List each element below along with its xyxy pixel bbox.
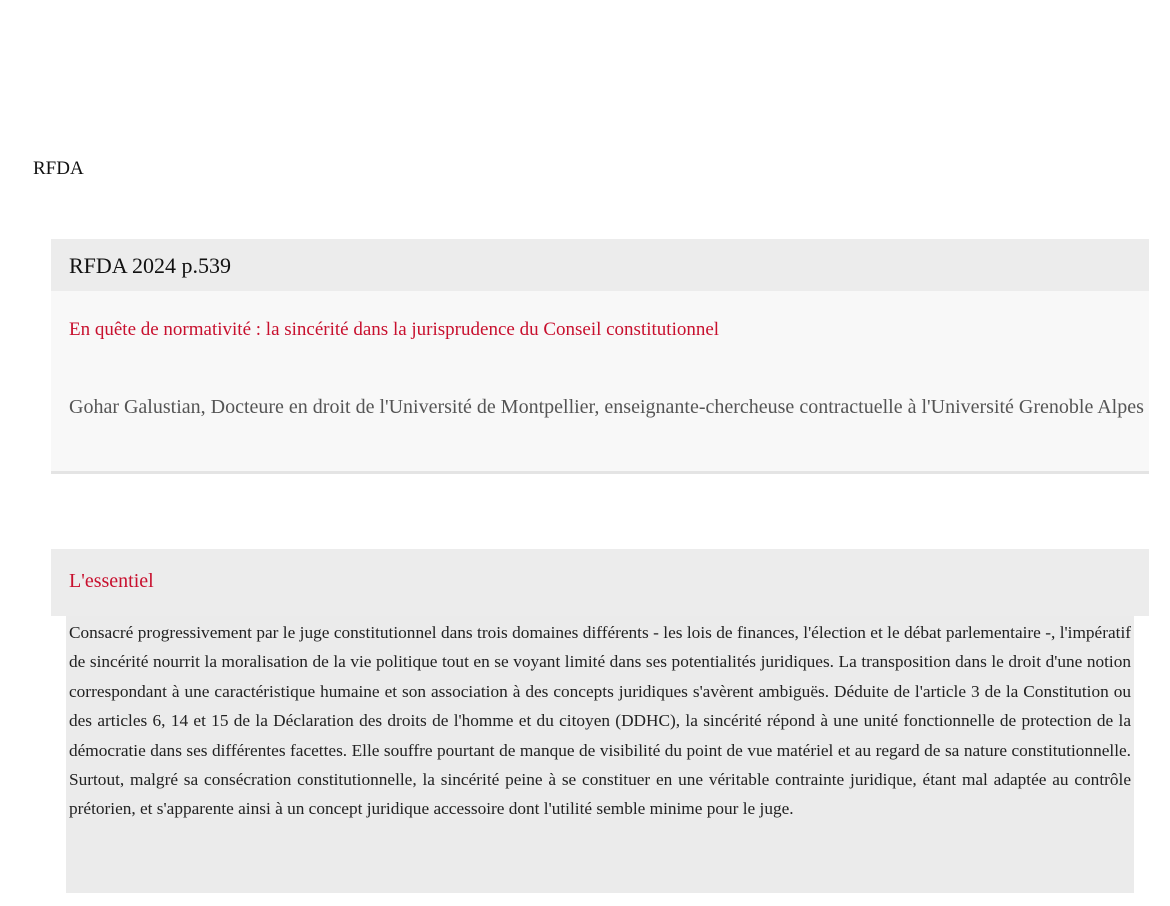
article-reference: RFDA 2024 p.539 [69,253,231,278]
article-reference-bar [51,239,1149,291]
abstract-panel [66,616,1134,893]
article-title: En quête de normativité : la sincérité dans la jurisprudence du Conseil constitutionnel [69,319,720,340]
abstract-text: Consacré progressivement par le juge constitutionnel dans trois domaines différents - les lois de finances, l'élection et le débat parlementaire -, l'impératif de sincérité nourrit la moralisation de la vie politique tout en se voyant limité dans ses potentialités juridiques. La transposition dans le droit d'une notion correspondant à une caractéristique humaine et son association à des concepts juridiques s'avèrent ambiguës. Déduite de l'article 3 de la Constitution ou des articles 6, 14 et 15 de la Déclaration des droits de l'homme et du citoyen (DDHC), la sincérité répond à une unité fonctionnelle de protection de la démocratie dans ses différentes facettes. Elle souffre pourtant de manque de visibilité du point de vue matériel et au regard de sa nature constitutionnelle. Surtout, malgré sa consécration constitutionnelle, la sincérité peine à se constituer en une véritable contrainte juridique, étant mal adaptée au contrôle prétorien, et s'apparente ainsi à un concept juridique accessoire dont l'utilité semble minime pour le juge. [69,623,1131,819]
journal-label: RFDA [33,158,84,179]
essentiel-header [51,549,1149,616]
author-line: Gohar Galustian, Docteure en droit de l'Université de Montpellier, enseignante-chercheuse contractuelle à l'Université Grenoble Alpes [69,396,1144,418]
essentiel-heading: L'essentiel [69,570,154,592]
article-header [51,239,1149,474]
